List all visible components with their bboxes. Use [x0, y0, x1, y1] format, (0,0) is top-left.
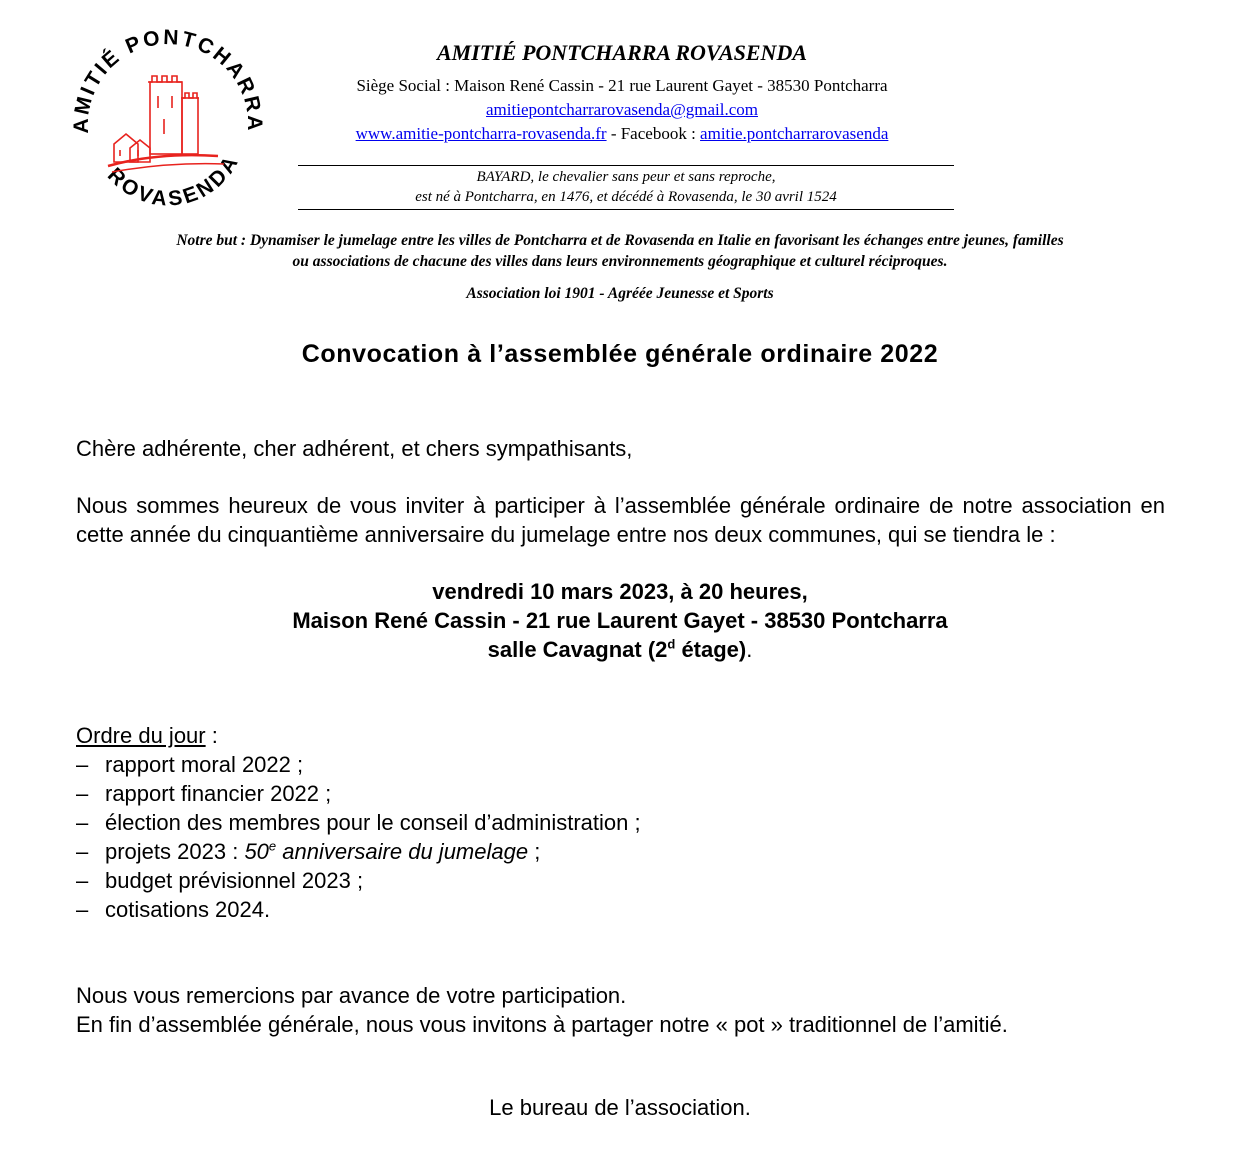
facebook-label: - Facebook :	[606, 124, 701, 143]
website-link[interactable]: www.amitie-pontcharra-rovasenda.fr	[355, 124, 607, 143]
organization-name: AMITIÉ PONTCHARRA ROVASENDA	[436, 40, 808, 65]
agenda-list	[76, 750, 641, 924]
signature: Le bureau de l’association.	[489, 1095, 751, 1120]
letterhead	[288, 40, 956, 146]
closing-paragraph	[76, 981, 1165, 1039]
email-link[interactable]: amitiepontcharrarovasenda@gmail.com	[486, 100, 758, 119]
bayard-line-1: BAYARD, le chevalier sans peur et sans reproche,	[476, 169, 776, 185]
thanks-line-2: En fin d’assemblée générale, nous vous invitons à partager notre « pot » traditionnel de l’amitié.	[76, 1012, 1008, 1037]
association-logo	[68, 24, 268, 224]
page-title: Convocation à l’assemblée générale ordinaire 2022	[301, 340, 939, 368]
association-goal	[70, 230, 1170, 272]
meeting-room: salle Cavagnat (2$^d$ étage).	[487, 636, 753, 662]
facebook-link[interactable]: amitie.pontcharrarovasenda	[700, 124, 889, 143]
meeting-date: vendredi 10 mars 2023, à 20 heures,	[432, 579, 808, 604]
association-status: Association loi 1901 - Agréée Jeunesse et Sports	[466, 285, 774, 302]
goal-line-1: Notre but : Dynamiser le jumelage entre les villes de Pontcharra et de Rovasenda en Italie en favorisant les échanges entre jeunes, familles	[176, 232, 1064, 249]
goal-line-2: ou associations de chacune des villes dans leurs environnements géographique et culturel réciproques.	[292, 253, 948, 270]
castle-tower-icon	[108, 76, 224, 172]
list-item: – cotisations 2024.	[76, 897, 271, 922]
logo-arc-text-bottom: ROVASENDA	[103, 150, 244, 211]
bayard-quote	[298, 165, 954, 210]
greeting: Chère adhérente, cher adhérent, et chers sympathisants,	[76, 436, 633, 461]
bayard-line-2: est né à Pontcharra, en 1476, et décédé à Rovasenda, le 30 avril 1524	[415, 189, 837, 205]
head-office-address: Siège Social : Maison René Cassin - 21 rue Laurent Gayet - 38530 Pontcharra	[356, 76, 888, 95]
list-item: – élection des membres pour le conseil d’administration ;	[76, 810, 641, 835]
invitation-paragraph: Nous sommes heureux de vous inviter à participer à l’assemblée générale ordinaire de notre association en cette année du cinquantième anniversaire du jumelage entre nos deux communes, qui se tiendra le :	[76, 493, 1165, 547]
list-item: – rapport financier 2022 ;	[76, 781, 332, 806]
list-item: – projets 2023 : 50e anniversaire du jumelage ;	[76, 838, 541, 864]
agenda-heading: Ordre du jour :	[76, 723, 218, 748]
thanks-line-1: Nous vous remercions par avance de votre participation.	[76, 983, 627, 1008]
list-item: – rapport moral 2022 ;	[76, 752, 304, 777]
meeting-address: Maison René Cassin - 21 rue Laurent Gayet - 38530 Pontcharra	[292, 608, 948, 633]
list-item: – budget prévisionnel 2023 ;	[76, 868, 364, 893]
logo-arc-text-top: AMITIÉ PONTCHARRA	[69, 25, 267, 134]
meeting-details	[0, 577, 1240, 664]
